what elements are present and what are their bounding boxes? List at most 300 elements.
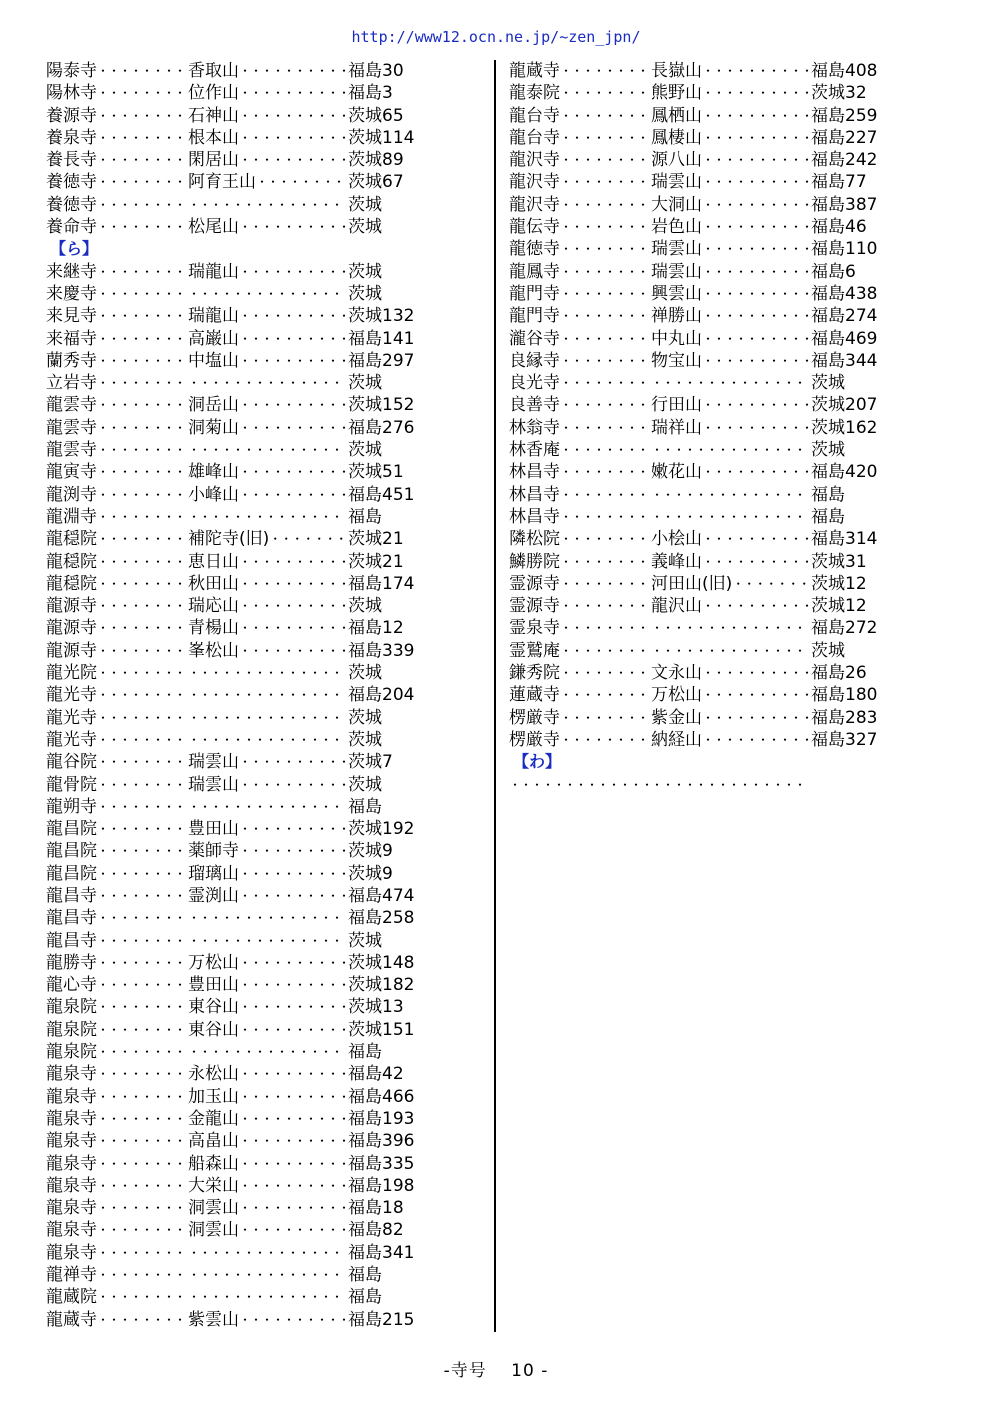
temple-name: 龍泉寺 ・・・・・・・・・・・・・・・・・・・・ (46, 1242, 186, 1264)
temple-name: 良縁寺 ・・・・・・・・・・・・・・・・・・・・ (509, 350, 649, 372)
location-code: 茨城 (348, 930, 382, 951)
temple-row (509, 261, 949, 283)
location-code: 福島227 (811, 127, 878, 148)
temple-name: 龍台寺 ・・・・・・・・・・・・・・・・・・・・ (509, 127, 649, 149)
temple-row (509, 506, 949, 528)
mountain-name (651, 640, 809, 662)
temple-name: 龍源寺 ・・・・・・・・・・・・・・・・・・・・ (46, 595, 186, 617)
temple-row (46, 684, 486, 706)
temple-name: 龍穏院 ・・・・・・・・・・・・・・・・・・・・ (46, 573, 186, 595)
temple-name: 養長寺 ・・・・・・・・・・・・・・・・・・・・ (46, 149, 186, 171)
mountain-name: 雄峰山 ・・・・・・・・・・・・・・・・・・・・ (188, 461, 346, 483)
mountain-name: 大栄山 ・・・・・・・・・・・・・・・・・・・・ (188, 1175, 346, 1197)
temple-row (46, 194, 486, 216)
mountain-name (651, 372, 809, 394)
temple-name: 養命寺 ・・・・・・・・・・・・・・・・・・・・ (46, 216, 186, 238)
location-code: 福島339 (348, 640, 415, 661)
right-column (509, 60, 949, 796)
location-code: 茨城7 (348, 752, 393, 773)
mountain-name: 瑞雲山 ・・・・・・・・・・・・・・・・・・・・ (651, 171, 809, 193)
mountain-name: 洞岳山 ・・・・・・・・・・・・・・・・・・・・ (188, 394, 346, 416)
temple-name: 龍光寺 ・・・・・・・・・・・・・・・・・・・・ (46, 729, 186, 751)
temple-name: 龍沢寺 ・・・・・・・・・・・・・・・・・・・・ (509, 149, 649, 171)
location-code: 福島242 (811, 150, 878, 171)
temple-name: 蓮蔵寺 ・・・・・・・・・・・・・・・・・・・・ (509, 684, 649, 706)
location-code: 茨城 (348, 261, 382, 282)
location-code: 福島 (348, 796, 382, 817)
temple-name: 龍谷院 ・・・・・・・・・・・・・・・・・・・・ (46, 751, 186, 773)
mountain-name: 瑞雲山 ・・・・・・・・・・・・・・・・・・・・ (188, 774, 346, 796)
mountain-name: 瑞応山 ・・・・・・・・・・・・・・・・・・・・ (188, 595, 346, 617)
mountain-name: 青楊山 ・・・・・・・・・・・・・・・・・・・・ (188, 617, 346, 639)
mountain-name: 中塩山 ・・・・・・・・・・・・・・・・・・・・ (188, 350, 346, 372)
mountain-name (188, 662, 346, 684)
mountain-name: 紫雲山 ・・・・・・・・・・・・・・・・・・・・ (188, 1309, 346, 1331)
mountain-name (188, 684, 346, 706)
temple-row (46, 60, 486, 82)
temple-row (509, 417, 949, 439)
temple-name: 龍泉院 ・・・・・・・・・・・・・・・・・・・・ (46, 1041, 186, 1063)
temple-row (46, 528, 486, 550)
temple-row (46, 774, 486, 796)
temple-row (46, 439, 486, 461)
location-code: 茨城13 (348, 997, 404, 1018)
location-code: 福島 (811, 484, 845, 505)
mountain-name: 高巌山 ・・・・・・・・・・・・・・・・・・・・ (188, 328, 346, 350)
temple-row (509, 528, 949, 550)
mountain-name (188, 506, 346, 528)
temple-row (46, 127, 486, 149)
temple-name: 龍穏院 ・・・・・・・・・・・・・・・・・・・・ (46, 528, 186, 550)
temple-row (509, 551, 949, 573)
location-code: 福島193 (348, 1108, 415, 1129)
temple-name: 龍寅寺 ・・・・・・・・・・・・・・・・・・・・ (46, 461, 186, 483)
temple-name: 林翁寺 ・・・・・・・・・・・・・・・・・・・・ (509, 417, 649, 439)
temple-row (46, 506, 486, 528)
temple-name: 霊源寺 ・・・・・・・・・・・・・・・・・・・・ (509, 595, 649, 617)
temple-name: 龍泉寺 ・・・・・・・・・・・・・・・・・・・・ (46, 1197, 186, 1219)
temple-name: 鱗勝院 ・・・・・・・・・・・・・・・・・・・・ (509, 551, 649, 573)
temple-row (509, 729, 949, 751)
mountain-name (188, 439, 346, 461)
mountain-name: 紫金山 ・・・・・・・・・・・・・・・・・・・・ (651, 707, 809, 729)
location-code: 福島297 (348, 350, 415, 371)
mountain-name: 恵日山 ・・・・・・・・・・・・・・・・・・・・ (188, 551, 346, 573)
temple-row (46, 640, 486, 662)
temple-row (46, 1286, 486, 1308)
temple-row (509, 305, 949, 327)
left-block-1 (46, 60, 486, 238)
location-code: 福島 (348, 1287, 382, 1308)
location-code: 福島 (348, 506, 382, 527)
mountain-name: 石神山 ・・・・・・・・・・・・・・・・・・・・ (188, 105, 346, 127)
right-block-2 (509, 774, 949, 796)
mountain-name: 万松山 ・・・・・・・・・・・・・・・・・・・・ (188, 952, 346, 974)
temple-row (46, 261, 486, 283)
header-url[interactable]: http://www12.ocn.ne.jp/~zen_jpn/ (351, 28, 641, 46)
location-code: 福島215 (348, 1309, 415, 1330)
mountain-name: 鳳棲山 ・・・・・・・・・・・・・・・・・・・・ (651, 127, 809, 149)
temple-row (46, 707, 486, 729)
location-code: 福島 (811, 506, 845, 527)
temple-row (46, 372, 486, 394)
temple-name: 楞厳寺 ・・・・・・・・・・・・・・・・・・・・ (509, 707, 649, 729)
temple-name: 龍泉寺 ・・・・・・・・・・・・・・・・・・・・ (46, 1130, 186, 1152)
temple-name: 林昌寺 ・・・・・・・・・・・・・・・・・・・・ (509, 484, 649, 506)
temple-name: 来継寺 ・・・・・・・・・・・・・・・・・・・・ (46, 261, 186, 283)
page-footer: -寺号 10 - (443, 1361, 549, 1381)
location-code: 茨城 (811, 440, 845, 461)
mountain-name: 瑞龍山 ・・・・・・・・・・・・・・・・・・・・ (188, 305, 346, 327)
temple-row (46, 840, 486, 862)
temple-name: 龍昌寺 ・・・・・・・・・・・・・・・・・・・・ (46, 930, 186, 952)
temple-row (46, 305, 486, 327)
location-code: 茨城 (348, 217, 382, 238)
mountain-name: 河田山(旧) ・・・・・・・・・・・・・・・・・・・・ (651, 573, 809, 595)
temple-row (46, 996, 486, 1018)
column-divider (494, 60, 496, 1332)
temple-row (46, 1130, 486, 1152)
mountain-name (651, 617, 809, 639)
location-code: 福島438 (811, 283, 878, 304)
temple-row (509, 662, 949, 684)
temple-row (509, 461, 949, 483)
section-heading-wa: 【わ】 (513, 752, 562, 772)
location-code: 茨城192 (348, 819, 415, 840)
temple-row (46, 930, 486, 952)
temple-row (509, 283, 949, 305)
mountain-name: 根本山 ・・・・・・・・・・・・・・・・・・・・ (188, 127, 346, 149)
temple-name: 龍勝寺 ・・・・・・・・・・・・・・・・・・・・ (46, 952, 186, 974)
temple-name: 鎌秀院 ・・・・・・・・・・・・・・・・・・・・ (509, 662, 649, 684)
mountain-name: 禅勝山 ・・・・・・・・・・・・・・・・・・・・ (651, 305, 809, 327)
temple-name: 龍心寺 ・・・・・・・・・・・・・・・・・・・・ (46, 974, 186, 996)
mountain-name: 小峰山 ・・・・・・・・・・・・・・・・・・・・ (188, 484, 346, 506)
location-code: 福島408 (811, 61, 878, 81)
location-code: 茨城 (348, 596, 382, 617)
mountain-name: 金龍山 ・・・・・・・・・・・・・・・・・・・・ (188, 1108, 346, 1130)
location-code: 福島30 (348, 61, 404, 81)
mountain-name: 補陀寺(旧) ・・・・・・・・・・・・・・・・・・・・ (188, 528, 346, 550)
temple-name: 龍昌院 ・・・・・・・・・・・・・・・・・・・・ (46, 840, 186, 862)
mountain-name: 東谷山 ・・・・・・・・・・・・・・・・・・・・ (188, 1019, 346, 1041)
temple-row (46, 952, 486, 974)
temple-row (509, 328, 949, 350)
temple-name: 養徳寺 ・・・・・・・・・・・・・・・・・・・・ (46, 171, 186, 193)
location-code: 茨城12 (811, 573, 867, 594)
temple-row (509, 82, 949, 104)
location-code: 福島82 (348, 1220, 404, 1241)
temple-name: 龍泉寺 ・・・・・・・・・・・・・・・・・・・・ (46, 1063, 186, 1085)
temple-name: 龍徳寺 ・・・・・・・・・・・・・・・・・・・・ (509, 238, 649, 260)
mountain-name: 瑠璃山 ・・・・・・・・・・・・・・・・・・・・ (188, 863, 346, 885)
temple-row (509, 194, 949, 216)
location-code: 福島474 (348, 885, 415, 906)
temple-row (509, 372, 949, 394)
temple-row (46, 729, 486, 751)
temple-row (509, 350, 949, 372)
location-code: 茨城 (348, 373, 382, 394)
temple-name: 良光寺 ・・・・・・・・・・・・・・・・・・・・ (509, 372, 649, 394)
mountain-name: 松尾山 ・・・・・・・・・・・・・・・・・・・・ (188, 216, 346, 238)
temple-row (46, 1242, 486, 1264)
mountain-name: 万松山 ・・・・・・・・・・・・・・・・・・・・ (651, 684, 809, 706)
temple-row (46, 551, 486, 573)
temple-row (509, 595, 949, 617)
location-code: 茨城 (348, 729, 382, 750)
location-code: 茨城9 (348, 863, 393, 884)
mountain-name: 瑞祥山 ・・・・・・・・・・・・・・・・・・・・ (651, 417, 809, 439)
location-code: 茨城 (348, 283, 382, 304)
mountain-name: 嫩花山 ・・・・・・・・・・・・・・・・・・・・ (651, 461, 809, 483)
location-code: 福島466 (348, 1086, 415, 1107)
location-code: 福島314 (811, 529, 878, 550)
location-code: 福島344 (811, 350, 878, 371)
location-code: 福島420 (811, 462, 878, 483)
location-code: 福島 (348, 1265, 382, 1286)
temple-name: 龍鳳寺 ・・・・・・・・・・・・・・・・・・・・ (509, 261, 649, 283)
temple-name: 龍淵寺 ・・・・・・・・・・・・・・・・・・・・ (46, 506, 186, 528)
temple-name: 霊鷲庵 ・・・・・・・・・・・・・・・・・・・・ (509, 640, 649, 662)
temple-row (509, 105, 949, 127)
mountain-name (651, 774, 809, 796)
mountain-name: 瑞龍山 ・・・・・・・・・・・・・・・・・・・・ (188, 261, 346, 283)
mountain-name: 長嶽山 ・・・・・・・・・・・・・・・・・・・・ (651, 60, 809, 82)
temple-row (46, 662, 486, 684)
temple-name: 陽林寺 ・・・・・・・・・・・・・・・・・・・・ (46, 82, 186, 104)
location-code: 福島469 (811, 328, 878, 349)
location-code: 福島12 (348, 618, 404, 639)
temple-row (46, 885, 486, 907)
mountain-name: 源八山 ・・・・・・・・・・・・・・・・・・・・ (651, 149, 809, 171)
mountain-name: 大洞山 ・・・・・・・・・・・・・・・・・・・・ (651, 194, 809, 216)
temple-name: 龍泉寺 ・・・・・・・・・・・・・・・・・・・・ (46, 1086, 186, 1108)
temple-row (46, 105, 486, 127)
mountain-name: 高畠山 ・・・・・・・・・・・・・・・・・・・・ (188, 1130, 346, 1152)
temple-row (509, 149, 949, 171)
mountain-name (188, 372, 346, 394)
temple-name: 龍蔵寺 ・・・・・・・・・・・・・・・・・・・・ (509, 60, 649, 82)
mountain-name: 豊田山 ・・・・・・・・・・・・・・・・・・・・ (188, 818, 346, 840)
mountain-name (188, 707, 346, 729)
temple-row (509, 439, 949, 461)
mountain-name: 洞菊山 ・・・・・・・・・・・・・・・・・・・・ (188, 417, 346, 439)
temple-row (46, 863, 486, 885)
mountain-name: 峯松山 ・・・・・・・・・・・・・・・・・・・・ (188, 640, 346, 662)
temple-name: 龍雲寺 ・・・・・・・・・・・・・・・・・・・・ (46, 394, 186, 416)
temple-row (46, 751, 486, 773)
mountain-name (188, 1242, 346, 1264)
temple-name: 龍泉寺 ・・・・・・・・・・・・・・・・・・・・ (46, 1108, 186, 1130)
temple-name: 龍泉院 ・・・・・・・・・・・・・・・・・・・・ (46, 996, 186, 1018)
temple-name: 龍渕寺 ・・・・・・・・・・・・・・・・・・・・ (46, 484, 186, 506)
temple-name: 来福寺 ・・・・・・・・・・・・・・・・・・・・ (46, 328, 186, 350)
mountain-name: 霊渕山 ・・・・・・・・・・・・・・・・・・・・ (188, 885, 346, 907)
temple-row (46, 617, 486, 639)
location-code: 福島276 (348, 417, 415, 438)
temple-row (509, 573, 949, 595)
location-code: 福島451 (348, 484, 415, 505)
mountain-name (188, 1264, 346, 1286)
temple-name: 龍蔵院 ・・・・・・・・・・・・・・・・・・・・ (46, 1286, 186, 1308)
temple-name: 立岩寺 ・・・・・・・・・・・・・・・・・・・・ (46, 372, 186, 394)
location-code: 茨城 (348, 774, 382, 795)
mountain-name: 瑞雲山 ・・・・・・・・・・・・・・・・・・・・ (188, 751, 346, 773)
location-code: 茨城 (348, 707, 382, 728)
temple-name: 龍朔寺 ・・・・・・・・・・・・・・・・・・・・ (46, 796, 186, 818)
temple-row (46, 171, 486, 193)
location-code: 福島141 (348, 328, 415, 349)
location-code: 茨城114 (348, 127, 415, 148)
location-code: 福島258 (348, 908, 415, 929)
left-block-2 (46, 261, 486, 1331)
temple-name: 龍泉寺 ・・・・・・・・・・・・・・・・・・・・ (46, 1219, 186, 1241)
temple-row (509, 774, 949, 796)
mountain-name (188, 194, 346, 216)
location-code: 茨城67 (348, 172, 404, 193)
location-code: 茨城9 (348, 841, 393, 862)
temple-row (509, 60, 949, 82)
temple-name: 陽泰寺 ・・・・・・・・・・・・・・・・・・・・ (46, 60, 186, 82)
location-code: 福島283 (811, 707, 878, 728)
temple-row (46, 907, 486, 929)
mountain-name: 豊田山 ・・・・・・・・・・・・・・・・・・・・ (188, 974, 346, 996)
temple-row (46, 796, 486, 818)
temple-row (509, 707, 949, 729)
location-code: 福島335 (348, 1153, 415, 1174)
temple-name: 養源寺 ・・・・・・・・・・・・・・・・・・・・ (46, 105, 186, 127)
mountain-name: 東谷山 ・・・・・・・・・・・・・・・・・・・・ (188, 996, 346, 1018)
temple-row (46, 328, 486, 350)
mountain-name: 義峰山 ・・・・・・・・・・・・・・・・・・・・ (651, 551, 809, 573)
temple-row (46, 1219, 486, 1241)
mountain-name: 熊野山 ・・・・・・・・・・・・・・・・・・・・ (651, 82, 809, 104)
location-code: 茨城207 (811, 395, 878, 416)
temple-name: 来見寺 ・・・・・・・・・・・・・・・・・・・・ (46, 305, 186, 327)
location-code: 茨城 (348, 663, 382, 684)
temple-row (46, 1197, 486, 1219)
temple-name: 龍光寺 ・・・・・・・・・・・・・・・・・・・・ (46, 684, 186, 706)
mountain-name: 行田山 ・・・・・・・・・・・・・・・・・・・・ (651, 394, 809, 416)
temple-name: 霊泉寺 ・・・・・・・・・・・・・・・・・・・・ (509, 617, 649, 639)
temple-row (46, 149, 486, 171)
mountain-name: 阿育王山 ・・・・・・・・・・・・・・・・・・・・ (188, 171, 346, 193)
temple-row (46, 974, 486, 996)
mountain-name: 位作山 ・・・・・・・・・・・・・・・・・・・・ (188, 82, 346, 104)
temple-name: 龍昌院 ・・・・・・・・・・・・・・・・・・・・ (46, 863, 186, 885)
temple-name: 龍光寺 ・・・・・・・・・・・・・・・・・・・・ (46, 707, 186, 729)
temple-name: 龍蔵寺 ・・・・・・・・・・・・・・・・・・・・ (46, 1309, 186, 1331)
temple-row (509, 684, 949, 706)
temple-name: 龍沢寺 ・・・・・・・・・・・・・・・・・・・・ (509, 171, 649, 193)
location-code: 茨城 (811, 373, 845, 394)
temple-row (46, 818, 486, 840)
temple-name: 林昌寺 ・・・・・・・・・・・・・・・・・・・・ (509, 461, 649, 483)
mountain-name (188, 796, 346, 818)
temple-name: 龍昌院 ・・・・・・・・・・・・・・・・・・・・ (46, 818, 186, 840)
temple-name: 良善寺 ・・・・・・・・・・・・・・・・・・・・ (509, 394, 649, 416)
location-code: 福島174 (348, 573, 415, 594)
temple-name: 蘭秀寺 ・・・・・・・・・・・・・・・・・・・・ (46, 350, 186, 372)
temple-row (46, 417, 486, 439)
temple-row (509, 640, 949, 662)
temple-name: 龍禅寺 ・・・・・・・・・・・・・・・・・・・・ (46, 1264, 186, 1286)
location-code: 茨城152 (348, 395, 415, 416)
location-code: 福島42 (348, 1064, 404, 1085)
location-code: 福島26 (811, 663, 867, 684)
right-block-1 (509, 60, 949, 751)
temple-name: 龍泉寺 ・・・・・・・・・・・・・・・・・・・・ (46, 1175, 186, 1197)
temple-row (46, 1175, 486, 1197)
left-column (46, 60, 486, 1331)
temple-name: 龍源寺 ・・・・・・・・・・・・・・・・・・・・ (46, 640, 186, 662)
location-code: 茨城21 (348, 551, 404, 572)
temple-name: 龍雲寺 ・・・・・・・・・・・・・・・・・・・・ (46, 439, 186, 461)
temple-name: 来慶寺 ・・・・・・・・・・・・・・・・・・・・ (46, 283, 186, 305)
temple-row (46, 573, 486, 595)
location-code: 福島274 (811, 306, 878, 327)
temple-name: 龍雲寺 ・・・・・・・・・・・・・・・・・・・・ (46, 417, 186, 439)
mountain-name: 瑞雲山 ・・・・・・・・・・・・・・・・・・・・ (651, 238, 809, 260)
location-code: 茨城182 (348, 975, 415, 996)
mountain-name: 洞雲山 ・・・・・・・・・・・・・・・・・・・・ (188, 1197, 346, 1219)
mountain-name: 閑居山 ・・・・・・・・・・・・・・・・・・・・ (188, 149, 346, 171)
temple-name: 龍源寺 ・・・・・・・・・・・・・・・・・・・・ (46, 617, 186, 639)
temple-row (46, 1108, 486, 1130)
temple-name: 龍昌寺 ・・・・・・・・・・・・・・・・・・・・ (46, 907, 186, 929)
mountain-name: 興雲山 ・・・・・・・・・・・・・・・・・・・・ (651, 283, 809, 305)
temple-row (509, 171, 949, 193)
mountain-name (188, 283, 346, 305)
temple-row (509, 238, 949, 260)
location-code: 福島3 (348, 83, 393, 104)
location-code: 福島 (348, 1042, 382, 1063)
temple-row (46, 1041, 486, 1063)
temple-name: 龍台寺 ・・・・・・・・・・・・・・・・・・・・ (509, 105, 649, 127)
mountain-name: 小桧山 ・・・・・・・・・・・・・・・・・・・・ (651, 528, 809, 550)
location-code: 福島204 (348, 685, 415, 706)
temple-name: 養泉寺 ・・・・・・・・・・・・・・・・・・・・ (46, 127, 186, 149)
temple-row (46, 1153, 486, 1175)
location-code: 福島77 (811, 172, 867, 193)
temple-row (46, 484, 486, 506)
mountain-name: 瑞雲山 ・・・・・・・・・・・・・・・・・・・・ (651, 261, 809, 283)
temple-row (46, 394, 486, 416)
mountain-name (188, 729, 346, 751)
temple-name: 龍泉院 ・・・・・・・・・・・・・・・・・・・・ (46, 1019, 186, 1041)
temple-name: 瀧谷寺 ・・・・・・・・・・・・・・・・・・・・ (509, 328, 649, 350)
section-heading-ra: 【ら】 (50, 239, 99, 259)
temple-row (46, 461, 486, 483)
mountain-name (188, 1286, 346, 1308)
location-code: 福島180 (811, 685, 878, 706)
temple-row (46, 283, 486, 305)
mountain-name (188, 930, 346, 952)
temple-name: 龍穏院 ・・・・・・・・・・・・・・・・・・・・ (46, 551, 186, 573)
location-code: 茨城151 (348, 1019, 415, 1040)
temple-row (509, 127, 949, 149)
mountain-name (651, 439, 809, 461)
mountain-name: 永松山 ・・・・・・・・・・・・・・・・・・・・ (188, 1063, 346, 1085)
temple-row (509, 484, 949, 506)
temple-row (46, 595, 486, 617)
mountain-name: 船森山 ・・・・・・・・・・・・・・・・・・・・ (188, 1153, 346, 1175)
location-code: 福島6 (811, 261, 856, 282)
mountain-name (188, 907, 346, 929)
mountain-name: 洞雲山 ・・・・・・・・・・・・・・・・・・・・ (188, 1219, 346, 1241)
location-code: 福島341 (348, 1242, 415, 1263)
temple-row (509, 216, 949, 238)
